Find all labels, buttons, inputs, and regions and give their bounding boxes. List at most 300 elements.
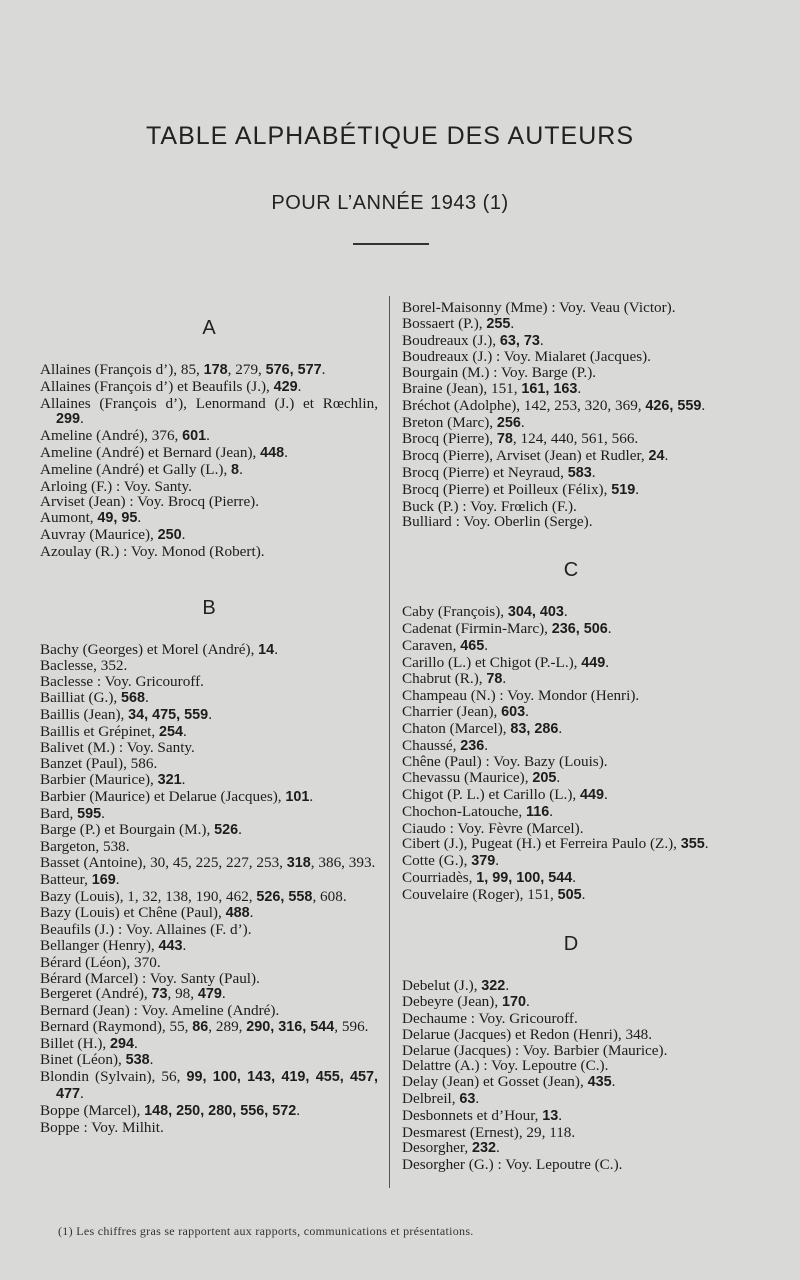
entry-text: . [182,936,187,954]
entry-text: . [484,636,489,654]
index-entry [402,465,740,482]
index-entry [402,688,740,704]
entry-text: . [182,722,187,740]
page-ref-bold: 488 [225,905,250,922]
entry-text: Desorgher, [402,1139,472,1157]
page-ref-bold: 49, 95 [97,510,138,527]
entry-text: . [274,640,278,658]
index-entry [402,978,740,995]
index-entry [402,333,740,350]
entry-text: . [249,904,254,922]
entry-text: Bellanger (Henry), [40,936,159,954]
entry-text: Borel-Maisonny (Mme) : Voy. Veau (Victor). [402,299,676,316]
section-spacer [402,956,740,978]
entry-text: Delay (Jean) et Gosset (Jean), [402,1073,588,1091]
index-entry [402,804,740,821]
entry-text: . [539,331,544,349]
section-spacer [40,340,378,362]
page-subtitle: POUR L’ANNÉE 1943 (1) [271,192,509,214]
entry-text: Ciaudo : Voy. Fèvre (Marcel). [402,819,584,837]
section-letter: D [563,932,579,955]
entry-text: . [145,688,149,706]
page-ref-bold: 290, 316, 544 [246,1018,335,1035]
page-ref-bold: 148, 250, 280, 556, 572 [144,1102,297,1119]
page-ref-bold: 99, 100, 143, 419, 455, 457, 477 [56,1069,378,1103]
page-ref-bold: 205 [532,770,557,787]
entry-text: Brocq (Pierre) et Neyraud, [402,463,568,481]
index-entry [40,986,378,1003]
entry-text: . [284,443,288,461]
entry-text: . [101,804,105,822]
entry-text: . [510,314,515,332]
section-letter: C [563,559,579,582]
entry-text: Desmarest (Ernest), 29, 118. [402,1123,576,1141]
entry-text: Carillo (L.) et Chigot (P.-L.), [402,653,582,671]
entry-text: . [239,460,243,478]
index-entry [40,445,378,462]
index-entry [402,754,740,770]
entry-text: Cotte (G.), [402,852,472,870]
page-ref-bold: 63 [459,1091,476,1108]
entry-text: Bernard (Raymond), 55, [40,1017,193,1035]
index-entry [402,1058,740,1074]
index-entry [402,638,740,655]
entry-text: . [134,1034,138,1052]
index-entry [40,938,378,955]
page-ref-bold: 101 [285,788,310,805]
entry-text: . [309,787,314,805]
index-entry [402,1125,740,1141]
page-ref-bold: 178 [203,362,228,378]
entry-text: Chochon-Latouche, [402,802,526,820]
entry-text: . [80,1085,84,1103]
index-entry [40,690,378,707]
section-spacer [40,560,378,596]
page-ref-bold: 603 [501,703,526,720]
entry-text: , 279, [227,361,266,378]
entry-text: . [577,379,582,397]
entry-text: Auvray (Maurice), [40,525,158,543]
page-ref-bold: 355 [680,836,705,853]
entry-text: Desorgher (G.) : Voy. Lepoutre (C.). [402,1156,623,1174]
entry-text: . [505,976,510,994]
page-ref-bold: 161, 163 [521,380,578,397]
page-ref-bold: 576, 577 [265,362,322,378]
index-entry [402,821,740,837]
entry-text: , 596. [334,1017,369,1035]
entry-text: Chaton (Marcel), [402,719,511,737]
entry-text: Allaines (François d’) et Beaufils (J.), [40,377,274,395]
entry-text: . [149,1051,154,1069]
entry-text: . [607,619,612,637]
page-ref-bold: 448 [260,444,285,461]
page-ref-bold: 255 [486,315,511,332]
entry-text: Caby (François), [402,603,508,621]
index-entry [402,398,740,415]
entry-text: Beaufils (J.) : Voy. Allaines (F. d’). [40,921,252,939]
entry-text: Dechaume : Voy. Gricouroff. [402,1010,578,1028]
entry-text: Bazy (Louis), 1, 32, 138, 190, 462, [40,887,257,905]
page-ref-bold: 526 [214,822,239,839]
index-entry [40,839,378,855]
index-entry [402,1140,740,1157]
index-entry [402,994,740,1011]
page-ref-bold: 73 [151,986,168,1003]
index-entry [402,1027,740,1043]
page-ref-bold: 443 [158,937,183,954]
entry-text: . [520,413,525,431]
index-entry [40,889,378,906]
entry-text: Couvelaire (Roger), 151, [402,885,558,903]
index-entry [402,415,740,432]
page-ref-bold: 236, 506 [551,620,608,637]
entry-text: , 124, 440, 561, 566. [512,430,639,448]
page-ref-bold: 429 [273,378,298,395]
entry-text: Baclesse, 352. [40,657,128,675]
entry-text: . [581,885,586,903]
entry-text: , 608. [312,887,347,905]
entry-text: . [206,427,210,445]
entry-text: Basset (Antoine), 30, 45, 225, 227, 253, [40,853,287,871]
page-ref-bold: 304, 403 [507,604,564,621]
index-entry [402,316,740,333]
page-ref-bold: 236 [460,737,485,754]
entry-text: Delbreil, [402,1090,460,1108]
index-entry [40,479,378,495]
index-entry [402,300,740,316]
index-entry [40,428,378,445]
page-ref-bold: 321 [157,771,182,788]
entry-text: Chêne (Paul) : Voy. Bazy (Louis). [402,753,608,771]
entry-text: Ameline (André) et Gally (L.), [40,460,232,478]
entry-text: Delarue (Jacques) et Redon (Henri), 348. [402,1025,653,1043]
entry-text: Cibert (J.), Pugeat (H.) et Ferreira Paulo (Z.), [402,835,681,853]
entry-text: Braine (Jean), 151, [402,379,522,397]
entry-text: Baillis et Grépinet, [40,722,159,740]
page-ref-bold: 449 [580,786,605,803]
entry-text: Desbonnets et d’Hour, [402,1106,543,1124]
page-ref-bold: 250 [157,526,182,543]
index-entry [402,499,740,515]
entry-text: Buck (P.) : Voy. Frœlich (F.). [402,497,577,515]
index-entry [402,1157,740,1173]
entry-text: Binet (Léon), [40,1051,126,1069]
right-column [402,300,740,1173]
page-ref-bold: 86 [192,1018,209,1035]
index-entry [402,514,740,530]
page-ref-bold: 63, 73 [499,332,540,349]
index-entry [402,448,740,465]
entry-text: Brocq (Pierre), [402,430,497,448]
entry-text: Chigot (P. L.) et Carillo (L.), [402,785,581,803]
entry-text: Caraven, [402,636,461,654]
index-entry [402,1011,740,1027]
entry-text: Bourgain (M.) : Voy. Barge (P.). [402,364,597,382]
page-ref-bold: 505 [557,886,582,903]
index-entry [402,482,740,499]
entry-text: Azoulay (R.) : Voy. Monod (Robert). [40,542,265,560]
entry-text: Boppe : Voy. Milhit. [40,1118,164,1136]
entry-text: Cadenat (Firmin-Marc), [402,619,552,637]
page-ref-bold: 479 [197,986,222,1003]
index-entry [40,510,378,527]
entry-text: Allaines (François d’), Lenormand (J.) et Rœchlin, [40,394,378,412]
section-letter: B [202,596,216,619]
index-entry [402,836,740,853]
entry-text: Bachy (Georges) et Morel (André), [40,640,259,658]
page-ref-bold: 34, 475, 559 [128,706,209,723]
footnote: (1) Les chiffres gras se rapportent aux rapports, communications et présentations. [58,1224,474,1238]
entry-text: Batteur, [40,870,92,888]
entry-text: . [605,653,610,671]
section-letter: A [202,317,216,339]
entry-text: Delattre (A.) : Voy. Lepoutre (C.). [402,1057,609,1075]
entry-text: Breton (Marc), [402,413,497,431]
index-entry [402,870,740,887]
index-entry [40,462,378,479]
index-entry [402,349,740,365]
index-entry [402,738,740,755]
entry-text: Boppe (Marcel), [40,1101,145,1119]
entry-text: . [484,736,489,754]
entry-text: . [556,769,561,787]
page-ref-bold: 538 [125,1052,150,1069]
entry-text: . [525,702,529,720]
index-entry [40,806,378,823]
entry-text: Bazy (Louis) et Chêne (Paul), [40,904,226,922]
entry-text: Chaussé, [402,736,461,754]
page-ref-bold: 24 [648,448,665,465]
page-ref-bold: 83, 286 [510,720,559,737]
entry-text: Charrier (Jean), [402,702,502,720]
entry-text: . [549,802,554,820]
index-entry [402,621,740,638]
page-ref-bold: 519 [611,481,636,498]
entry-text: . [495,1139,500,1157]
entry-text: Baclesse : Voy. Gricouroff. [40,673,204,691]
entry-text: Bérard (Léon), 370. [40,953,161,971]
entry-text: Arviset (Jean) : Voy. Brocq (Pierre). [40,493,260,511]
page-ref-bold: 595 [77,805,102,822]
page-ref-bold: 8 [231,461,240,478]
entry-text: Allaines (François d’), 85, [40,361,204,378]
entry-text: . [664,447,669,465]
entry-text: Aumont, [40,509,98,527]
entry-text: Delarue (Jacques) : Voy. Barbier (Maurice). [402,1041,668,1059]
index-entry [402,1108,740,1125]
entry-text: Bernard (Jean) : Voy. Ameline (André). [40,1002,280,1020]
section-spacer [402,582,740,604]
index-entry [40,1019,378,1036]
index-entry [40,1069,378,1103]
entry-text: Brocq (Pierre) et Poilleux (Félix), [402,480,612,498]
page-ref-bold: 116 [526,803,550,820]
entry-text: Ameline (André) et Bernard (Jean), [40,443,261,461]
page-ref-bold: 568 [120,689,145,706]
index-entry [40,1052,378,1069]
section-spacer [40,300,378,316]
page-ref-bold: 14 [258,641,275,658]
entry-text: Bailliat (G.), [40,688,121,706]
page-ref-bold: 256 [496,414,521,431]
entry-text: Brocq (Pierre), Arviset (Jean) et Rudler, [402,447,649,465]
index-entry [402,1074,740,1091]
entry-text: Banzet (Paul), 586. [40,755,158,773]
entry-text: . [495,852,499,870]
entry-text: . [704,835,709,853]
index-entry [40,1003,378,1019]
entry-text: , 98, [167,985,198,1003]
index-entry [40,1036,378,1053]
entry-text: Balivet (M.) : Voy. Santy. [40,739,195,757]
page-ref-bold: 435 [587,1074,612,1091]
index-entry [40,740,378,756]
entry-text: Champeau (N.) : Voy. Mondor (Henri). [402,687,640,705]
entry-text: . [238,821,242,839]
index-entry [402,604,740,621]
page-ref-bold: 232 [471,1140,496,1157]
index-entry [40,379,378,396]
index-entry [402,431,740,448]
entry-text: . [181,770,186,788]
entry-text: . [221,985,226,1003]
index-entry [402,381,740,398]
index-entry [40,642,378,659]
index-entry [40,756,378,772]
entry-text: . [558,719,563,737]
index-entry [402,770,740,787]
entry-text: . [635,480,640,498]
index-entry [40,789,378,806]
page-ref-bold: 526, 558 [256,888,313,905]
entry-text: Bossaert (P.), [402,314,487,332]
index-entry [40,527,378,544]
index-entry [40,822,378,839]
index-entry [40,707,378,724]
entry-text: . [591,463,596,481]
page-ref-bold: 254 [158,723,183,740]
index-entry [40,772,378,789]
entry-text: . [321,361,326,378]
entry-text: Baillis (Jean), [40,705,129,723]
entry-text: . [137,509,142,527]
entry-text: . [558,1106,563,1124]
page-ref-bold: 78 [486,671,503,688]
entry-text: . [208,705,212,723]
page-ref-bold: 1, 99, 100, 544 [476,869,573,886]
entry-text: . [181,525,186,543]
index-entry [40,362,378,379]
page-ref-bold: 170 [501,994,526,1011]
index-entry [402,787,740,804]
index-entry [40,396,378,429]
title-rule [353,243,429,245]
entry-text: . [296,1101,301,1119]
entry-text: Arloing (F.) : Voy. Santy. [40,477,192,495]
entry-text: . [475,1090,480,1108]
entry-text: Bérard (Marcel) : Voy. Santy (Paul). [40,969,260,987]
entry-text: . [611,1073,616,1091]
entry-text: , 289, [208,1017,247,1035]
index-entry [402,1043,740,1059]
index-entry [402,1091,740,1108]
index-entry [402,365,740,381]
page-ref-bold: 465 [460,637,485,654]
section-spacer [402,530,740,558]
entry-text: Ameline (André), 376, [40,427,183,445]
page-ref-bold: 322 [481,977,506,994]
page-ref-bold: 78 [496,431,513,448]
index-entry [40,494,378,510]
entry-text: Bergeret (André), [40,985,152,1003]
index-entry [40,658,378,674]
left-column [40,300,378,1135]
entry-text: , 386, 393. [310,853,376,871]
page-ref-bold: 294 [110,1035,135,1052]
page-ref-bold: 318 [286,854,311,871]
entry-text: . [115,870,120,888]
entry-text: . [525,993,530,1011]
index-entry [40,1120,378,1136]
index-entry [40,855,378,872]
index-entry [40,905,378,922]
index-entry [40,971,378,987]
index-entry [402,853,740,870]
index-entry [40,724,378,741]
section-spacer [402,904,740,932]
index-entry [40,1103,378,1120]
entry-text: Chabrut (R.), [402,670,487,688]
entry-text: . [80,410,84,428]
entry-text: . [572,868,577,886]
page-ref-bold: 13 [542,1107,559,1124]
page-ref-bold: 169 [91,871,116,888]
page-ref-bold: 583 [567,464,592,481]
page-title: TABLE ALPHABÉTIQUE DES AUTEURS [145,122,634,150]
index-entry [402,671,740,688]
entry-text: Barbier (Maurice) et Delarue (Jacques), [40,787,286,805]
entry-text: Bréchot (Adolphe), 142, 253, 320, 369, [402,396,646,414]
entry-text: Bard, [40,804,78,822]
entry-text: Barge (P.) et Bourgain (M.), [40,821,215,839]
section-spacer [40,620,378,642]
index-entry [402,655,740,672]
page-ref-bold: 379 [471,853,496,870]
entry-text: Boudreaux (J.) : Voy. Mialaret (Jacques). [402,348,651,366]
entry-text: . [502,670,507,688]
entry-text: . [701,396,706,414]
index-entry [40,872,378,889]
index-entry [40,922,378,938]
index-entry [40,955,378,971]
entry-text: . [297,377,302,395]
entry-text: Courriadès, [402,868,477,886]
index-entry [402,704,740,721]
page-ref-bold: 299 [56,411,81,428]
entry-text: Boudreaux (J.), [402,331,500,349]
entry-text: Barbier (Maurice), [40,770,158,788]
entry-text: . [604,785,608,803]
column-divider [389,296,390,1188]
page-ref-bold: 601 [182,428,207,445]
entry-text: Billet (H.), [40,1034,111,1052]
entry-text: Chevassu (Maurice), [402,769,533,787]
index-entry [402,887,740,904]
entry-text: Blondin (Sylvain), 56, [40,1068,187,1086]
entry-text: . [563,603,568,621]
index-entry [40,544,378,560]
entry-text: Bargeton, 538. [40,838,130,856]
